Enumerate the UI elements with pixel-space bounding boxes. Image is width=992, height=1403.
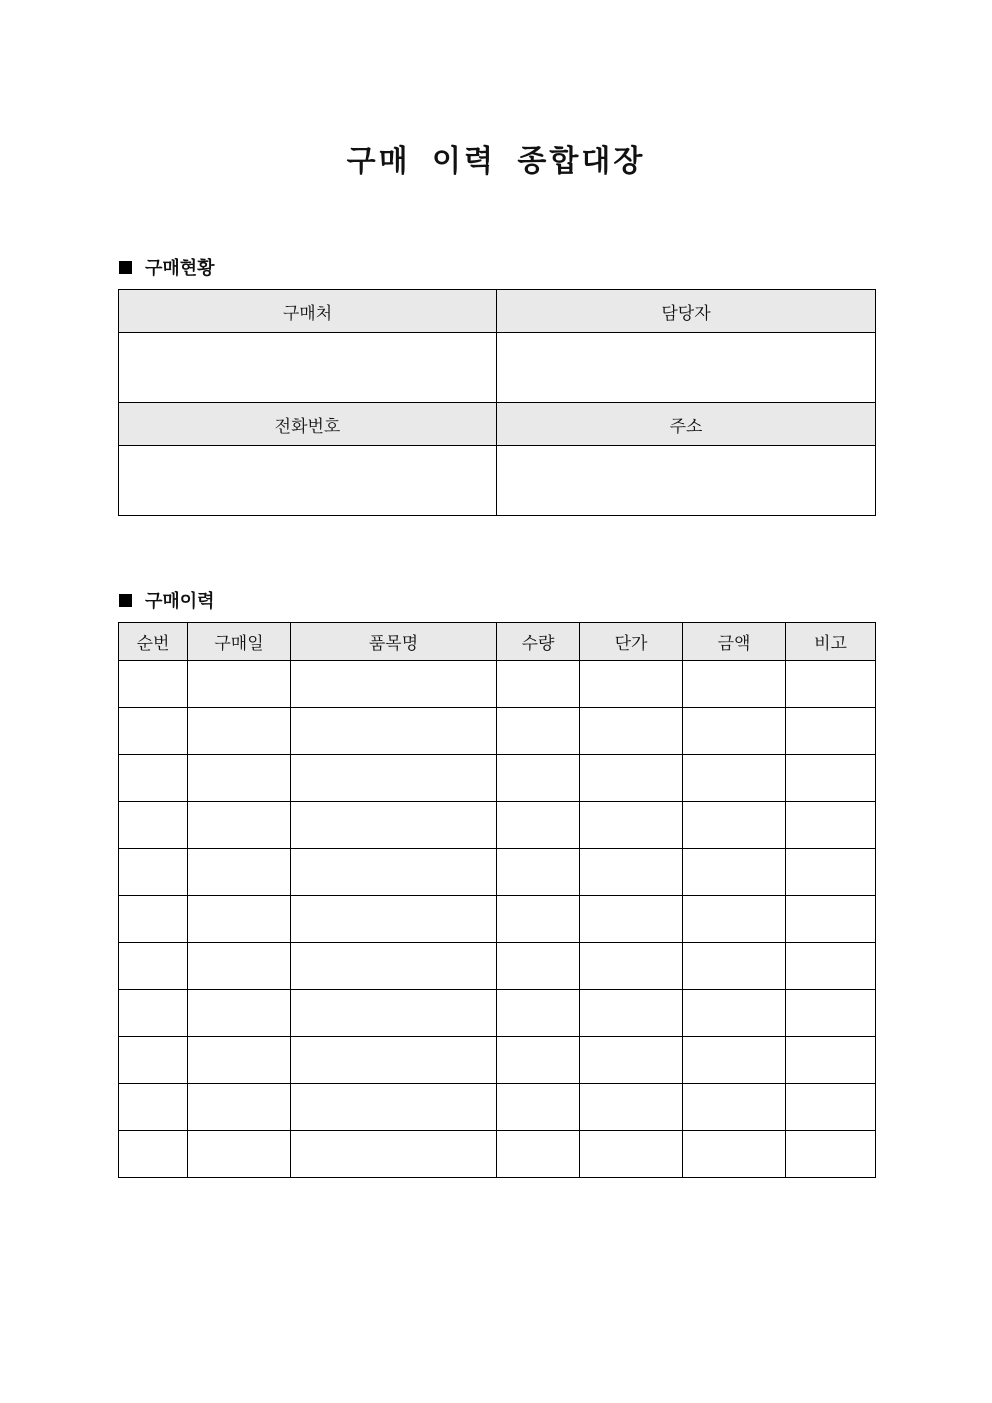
cell-unit-price[interactable]	[580, 990, 683, 1037]
table-row	[119, 802, 876, 849]
cell-amount[interactable]	[683, 849, 786, 896]
cell-remarks[interactable]	[786, 1131, 876, 1178]
cell-qty[interactable]	[497, 1084, 580, 1131]
cell-date[interactable]	[188, 1037, 291, 1084]
column-header-remarks: 비고	[786, 623, 876, 661]
cell-item[interactable]	[291, 802, 497, 849]
header-manager: 담당자	[497, 290, 876, 333]
cell-qty[interactable]	[497, 896, 580, 943]
table-row	[119, 708, 876, 755]
cell-remarks[interactable]	[786, 943, 876, 990]
table-row	[119, 896, 876, 943]
cell-no[interactable]	[119, 1084, 188, 1131]
header-vendor: 구매처	[119, 290, 497, 333]
cell-unit-price[interactable]	[580, 1131, 683, 1178]
cell-remarks[interactable]	[786, 708, 876, 755]
cell-qty[interactable]	[497, 1131, 580, 1178]
cell-unit-price[interactable]	[580, 708, 683, 755]
section-heading-purchase-status	[119, 254, 215, 280]
cell-qty[interactable]	[497, 661, 580, 708]
square-bullet-icon	[119, 594, 132, 607]
cell-date[interactable]	[188, 943, 291, 990]
cell-qty[interactable]	[497, 943, 580, 990]
column-header-no: 순번	[119, 623, 188, 661]
cell-item[interactable]	[291, 1084, 497, 1131]
section-heading-label: 구매현황	[145, 258, 215, 279]
cell-unit-price[interactable]	[580, 1037, 683, 1084]
cell-unit-price[interactable]	[580, 661, 683, 708]
cell-item[interactable]	[291, 1131, 497, 1178]
cell-no[interactable]	[119, 802, 188, 849]
cell-no[interactable]	[119, 943, 188, 990]
cell-remarks[interactable]	[786, 661, 876, 708]
cell-remarks[interactable]	[786, 849, 876, 896]
cell-unit-price[interactable]	[580, 849, 683, 896]
column-header-item: 품목명	[291, 623, 497, 661]
cell-item[interactable]	[291, 1037, 497, 1084]
table-row	[119, 1084, 876, 1131]
cell-date[interactable]	[188, 708, 291, 755]
table-row	[119, 661, 876, 708]
cell-amount[interactable]	[683, 990, 786, 1037]
cell-qty[interactable]	[497, 755, 580, 802]
cell-amount[interactable]	[683, 1084, 786, 1131]
cell-no[interactable]	[119, 1037, 188, 1084]
table-row	[119, 1037, 876, 1084]
purchase-status-table	[118, 289, 876, 516]
cell-no[interactable]	[119, 990, 188, 1037]
phone-field[interactable]	[119, 446, 497, 516]
section-heading-label: 구매이력	[145, 591, 215, 612]
cell-item[interactable]	[291, 661, 497, 708]
section-heading-purchase-history	[119, 587, 215, 613]
cell-date[interactable]	[188, 1084, 291, 1131]
cell-item[interactable]	[291, 943, 497, 990]
cell-no[interactable]	[119, 1131, 188, 1178]
column-header-qty: 수량	[497, 623, 580, 661]
cell-no[interactable]	[119, 849, 188, 896]
cell-amount[interactable]	[683, 802, 786, 849]
cell-no[interactable]	[119, 755, 188, 802]
column-header-date: 구매일	[188, 623, 291, 661]
cell-remarks[interactable]	[786, 1037, 876, 1084]
vendor-field[interactable]	[119, 333, 497, 403]
cell-date[interactable]	[188, 990, 291, 1037]
cell-unit-price[interactable]	[580, 896, 683, 943]
cell-no[interactable]	[119, 896, 188, 943]
cell-remarks[interactable]	[786, 755, 876, 802]
cell-date[interactable]	[188, 802, 291, 849]
cell-amount[interactable]	[683, 1037, 786, 1084]
cell-amount[interactable]	[683, 1131, 786, 1178]
cell-date[interactable]	[188, 1131, 291, 1178]
cell-item[interactable]	[291, 708, 497, 755]
cell-remarks[interactable]	[786, 990, 876, 1037]
cell-remarks[interactable]	[786, 1084, 876, 1131]
column-header-amount: 금액	[683, 623, 786, 661]
manager-field[interactable]	[497, 333, 876, 403]
table-row	[119, 1131, 876, 1178]
cell-amount[interactable]	[683, 755, 786, 802]
table-row	[119, 755, 876, 802]
cell-remarks[interactable]	[786, 802, 876, 849]
cell-no[interactable]	[119, 661, 188, 708]
cell-qty[interactable]	[497, 708, 580, 755]
cell-item[interactable]	[291, 990, 497, 1037]
cell-qty[interactable]	[497, 849, 580, 896]
square-bullet-icon	[119, 261, 132, 274]
column-header-unit-price: 단가	[580, 623, 683, 661]
address-field[interactable]	[497, 446, 876, 516]
cell-qty[interactable]	[497, 990, 580, 1037]
cell-unit-price[interactable]	[580, 1084, 683, 1131]
cell-item[interactable]	[291, 755, 497, 802]
cell-amount[interactable]	[683, 661, 786, 708]
cell-unit-price[interactable]	[580, 755, 683, 802]
cell-qty[interactable]	[497, 802, 580, 849]
cell-date[interactable]	[188, 755, 291, 802]
cell-remarks[interactable]	[786, 896, 876, 943]
cell-unit-price[interactable]	[580, 943, 683, 990]
cell-no[interactable]	[119, 708, 188, 755]
header-phone: 전화번호	[119, 403, 497, 446]
cell-date[interactable]	[188, 661, 291, 708]
cell-amount[interactable]	[683, 896, 786, 943]
cell-qty[interactable]	[497, 1037, 580, 1084]
document-title: 구매 이력 종합대장	[346, 144, 646, 179]
cell-unit-price[interactable]	[580, 802, 683, 849]
cell-date[interactable]	[188, 849, 291, 896]
cell-amount[interactable]	[683, 943, 786, 990]
header-address: 주소	[497, 403, 876, 446]
table-row	[119, 849, 876, 896]
cell-item[interactable]	[291, 849, 497, 896]
cell-date[interactable]	[188, 896, 291, 943]
table-row	[119, 990, 876, 1037]
cell-amount[interactable]	[683, 708, 786, 755]
table-row	[119, 943, 876, 990]
cell-item[interactable]	[291, 896, 497, 943]
purchase-history-table	[118, 622, 876, 1178]
